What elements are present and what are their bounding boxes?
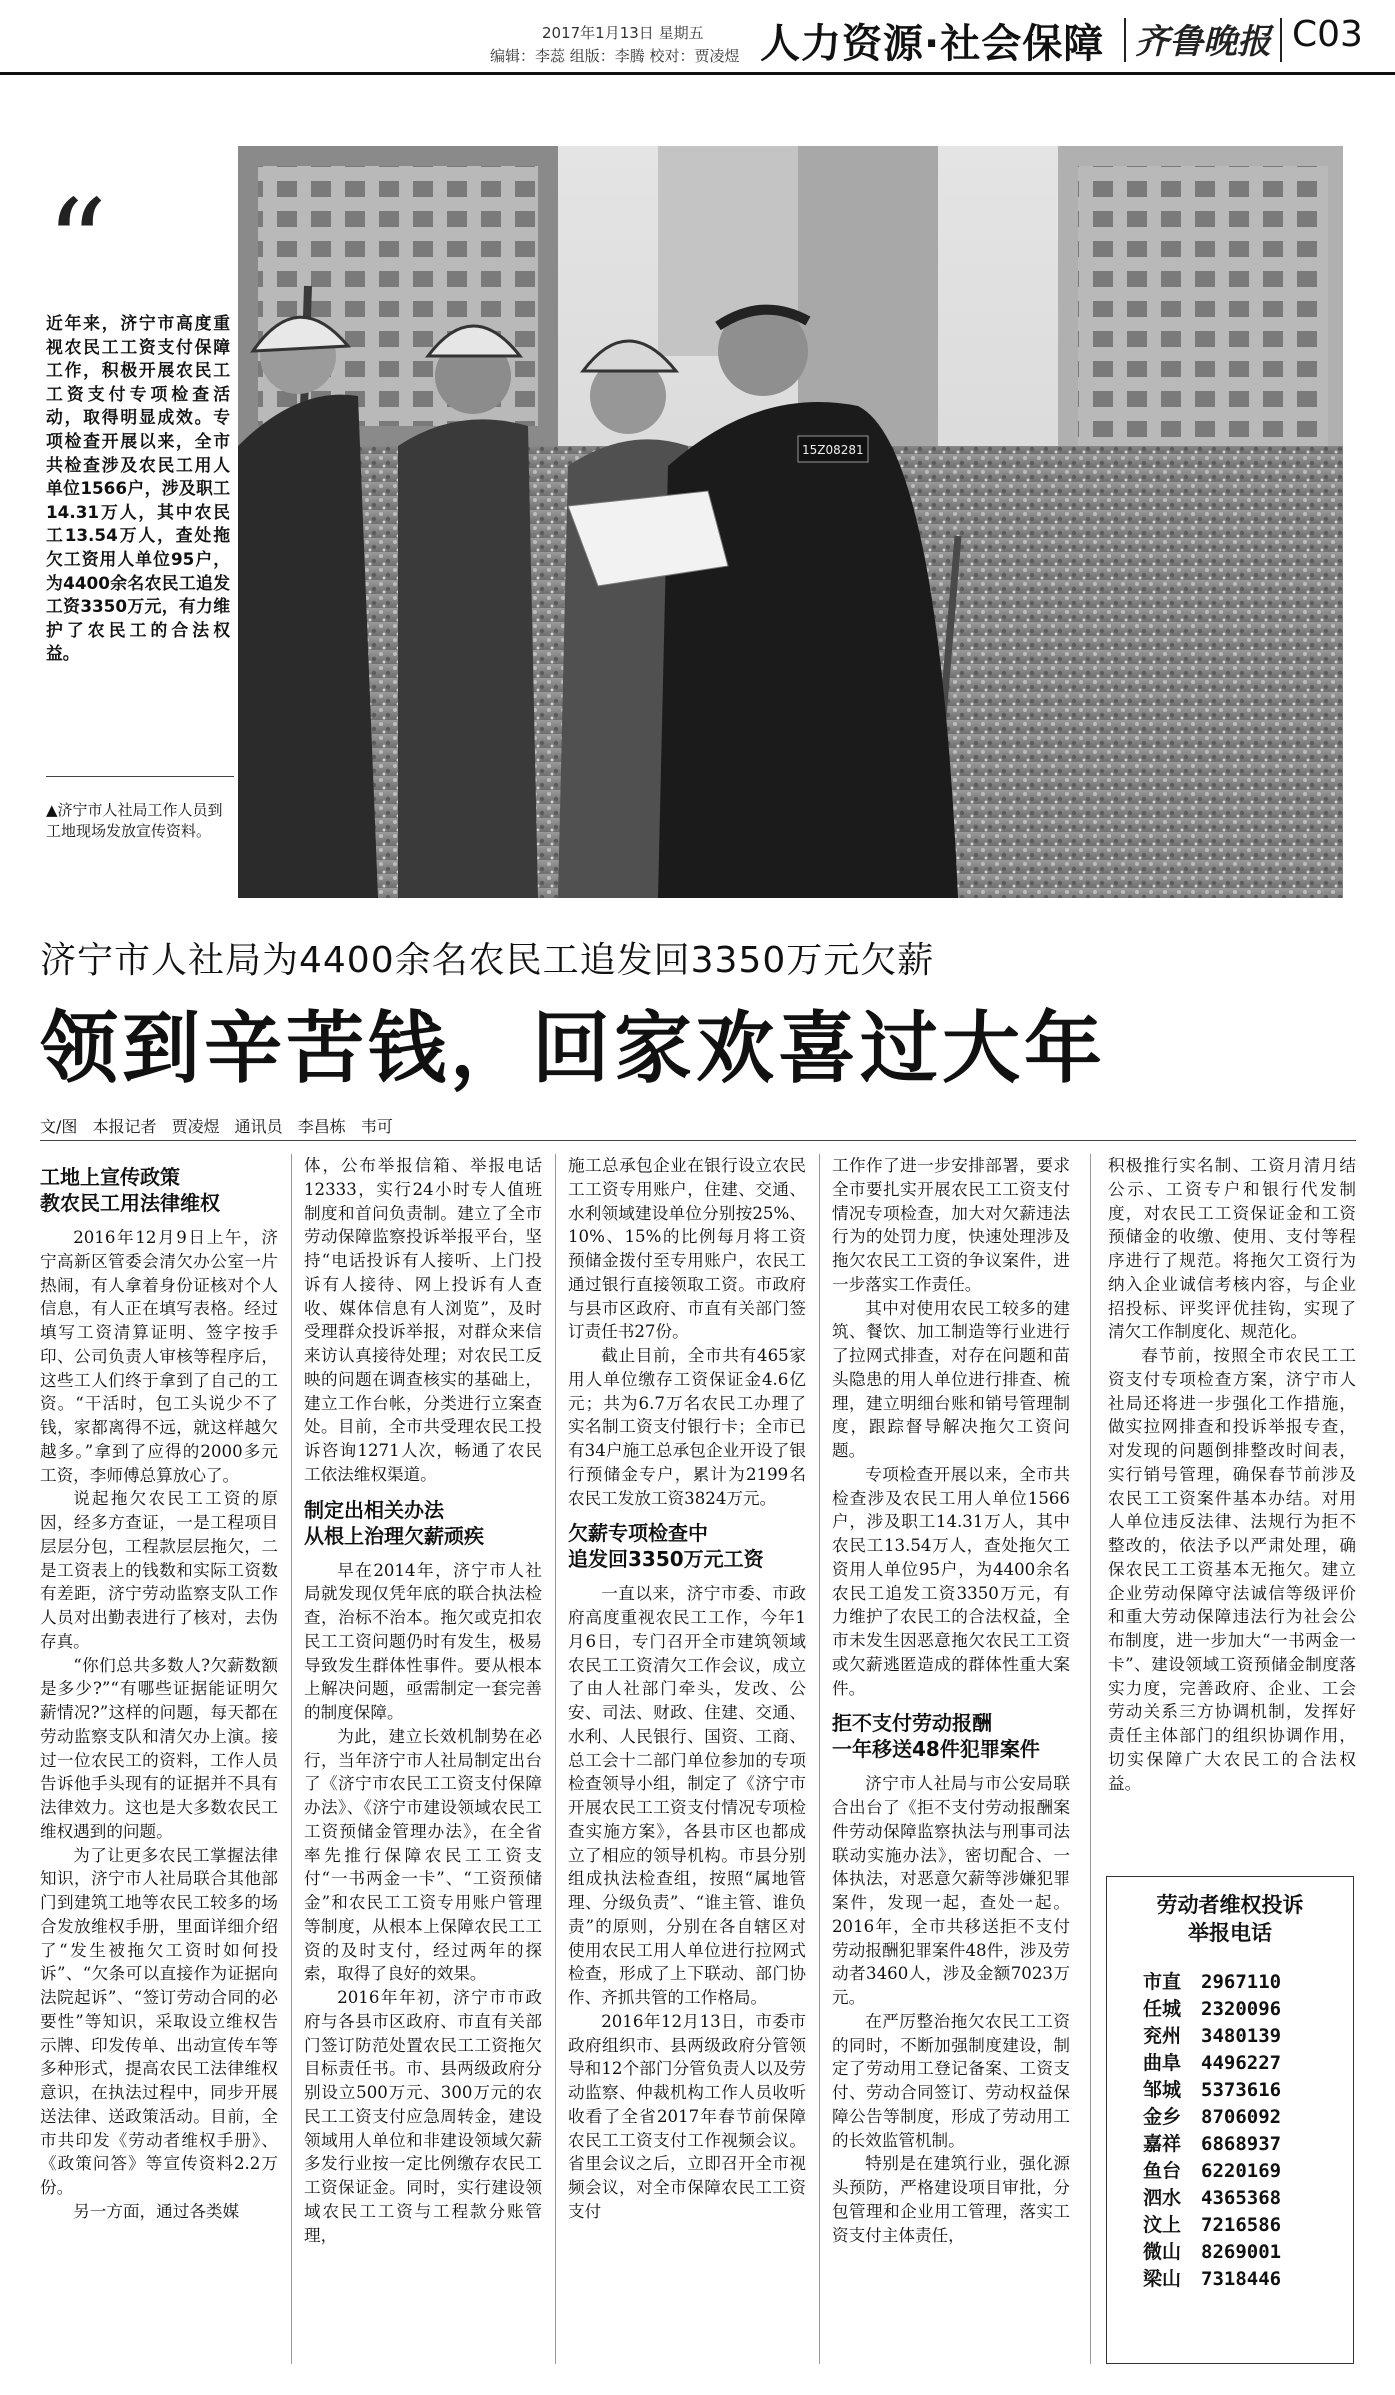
hotline-number: 8269001 (1201, 2241, 1282, 2263)
hotline-row (1121, 2239, 1339, 2266)
paragraph: 2016年12月13日，市委市政府组织市、县两级政府分管领导和12个部门分管负责人以及劳动监察、仲裁机构工作人员收听收看了全省2017年春节前保障农民工工资支付工作视频会议。省里会议之后，立即召开全市视频会议，对全市保障农民工工资支付 (568, 2011, 806, 2221)
pull-quote: 近年来，济宁市高度重视农民工工资支付保障工作，积极开展农民工工资支付专项检查活动，取得明显成效。专项检查开展以来，全市共检查涉及农民工用人单位1566户，涉及职工14.31万人，其中农民工13.54万人，查处拖欠工资用人单位95户，为4400余名农民工追发工资3350万元，有力维护了农民工的合法权益。 (46, 313, 230, 664)
column-rule (819, 1154, 820, 2364)
section-heading: 制定出相关办法 从根上治理欠薪顽疾 (304, 1497, 484, 1548)
hotline-city: 曲阜 (1143, 2052, 1182, 2074)
paragraph: 说起拖欠农民工工资的原因，经多方查证，一是工程项目层层分包，工程款层层拖欠，二是工资表上的钱数和实际工资数有差距，济宁劳动监察支队工作人员对出勤表进行了核对，去伪存真。 (40, 1489, 278, 1651)
hotline-number: 8706092 (1201, 2106, 1282, 2128)
column-rule (1090, 1154, 1091, 2364)
page-number: C03 (1292, 14, 1363, 55)
hotline-number: 4365368 (1201, 2187, 1282, 2209)
hotline-number: 3480139 (1201, 2025, 1282, 2047)
hotline-number: 2320096 (1201, 1998, 1282, 2020)
paragraph: 体，公布举报信箱、举报电话12333，实行24小时专人值班制度和首问负责制。建立了全市劳动保障监察投诉举报平台，坚持“电话投诉有人接听、上门投诉有人接待、网上投诉有人查收、媒体信息有人浏览”，及时受理群众投诉举报，对群众来信来访认真接待处理；对农民工反映的问题在调查核实的基础上，建立工作台帐，分类进行立案查处。目前，全市共受理农民工投诉咨询1271人次，畅通了农民工依法维权渠道。 (304, 1156, 542, 1484)
hotline-city: 市直 (1143, 1971, 1182, 1993)
hotline-city: 汶上 (1143, 2214, 1182, 2236)
hotline-row (1121, 2077, 1339, 2104)
hotline-row (1121, 2266, 1339, 2293)
hotline-list (1121, 1969, 1339, 2293)
hotline-number: 6220169 (1201, 2160, 1282, 2182)
photo-caption: ▲济宁市人社局工作人员到工地现场发放宣传资料。 (46, 801, 223, 840)
article-column-1 (40, 1154, 278, 2224)
byline: 文/图 本报记者 贾凌煜 通讯员 李昌栋 韦可 (40, 1117, 393, 1136)
staff-line: 编辑：李蕊 组版：李腾 校对：贾凌煜 (490, 47, 740, 65)
hotline-city: 梁山 (1143, 2268, 1182, 2290)
paragraph: 为此，建立长效机制势在必行，当年济宁市人社局制定出台了《济宁市农民工工资支付保障办法》、《济宁市建设领域农民工工资预储金管理办法》，在全省率先推行保障农民工工资支付“一书两金一卡”、“工资预储金”和农民工工资专用账户管理等制度，从根本上保障农民工工资的及时支付，经过两年的探索，取得了良好的效果。 (304, 1726, 542, 1984)
paragraph: 2016年年初，济宁市市政府与各县市区政府、市直有关部门签订防范处置农民工工资拖欠目标责任书。市、县两级政府分别设立500万元、300万元的农民工工资支付应急周转金，建设领域用人单位和非建设领域欠薪多发行业按一定比例缴存农民工工资保证金。同时，实行建设领域农民工工资与工程款分账管理， (304, 1988, 542, 2245)
article-column-2 (304, 1154, 542, 2247)
column-rule (291, 1154, 292, 2364)
hotline-city: 鱼台 (1143, 2160, 1182, 2182)
hotline-subtitle: 举报电话 (1188, 1921, 1272, 1945)
hotline-row (1121, 2104, 1339, 2131)
paragraph: 在严厉整治拖欠农民工工资的同时，不断加强制度建设，制定了劳动用工登记备案、工资支付、劳动合同签订、劳动权益保障公告等制度，形成了劳动用工的长效监管机制。 (832, 2011, 1070, 2150)
article-column-5 (1108, 1154, 1356, 1795)
paragraph: “你们总共多数人?欠薪数额是多少?”“有哪些证据能证明欠薪情况?”这样的问题，每天都在劳动监察支队和清欠办上演。接过一位农民工的资料，工作人员告诉他手头现有的证据并不具有法律效力。这也是大多数农民工维权遇到的问题。 (40, 1655, 278, 1841)
date-line: 2017年1月13日 星期五 (542, 24, 704, 42)
paragraph: 特别是在建筑行业，强化源头预防，严格建设项目审批，分包管理和企业用工管理，落实工资支付主体责任， (832, 2154, 1070, 2245)
paragraph: 2016年12月9日上午，济宁高新区管委会清欠办公室一片热闹，有人拿着身份证核对个人信息，有人正在填写表格。经过填写工资清算证明、签字按手印、公司负责人审核等程序后，这些工人们终于拿到了自己的工资。“干活时，包工头说少不了钱，家都离得不远，就这样越欠越多。”拿到了应得的2000多元工资，李师傅总算放心了。 (40, 1228, 278, 1485)
hotline-row (1121, 1996, 1339, 2023)
subheadline: 济宁市人社局为4400余名农民工追发回3350万元欠薪 (40, 940, 935, 981)
header-divider (1280, 18, 1282, 62)
section-title: 人力资源·社会保障 (760, 21, 1105, 67)
paragraph: 专项检查开展以来，全市共检查涉及农民工用人单位1566户，涉及职工14.31万人，其中农民工13.54万人，查处拖欠工资用人单位95户，为4400余名农民工追发工资3350万元，有力维护了农民工的合法权益，全市未发生因恶意拖欠农民工工资或欠薪逃匿造成的群体性重大案件。 (832, 1464, 1070, 1698)
hotline-city: 邹城 (1143, 2079, 1182, 2101)
officer-badge: 15Z08281 (802, 443, 864, 457)
byline-rule (40, 1140, 1356, 1141)
paragraph: 工作作了进一步安排部署，要求全市要扎实开展农民工工资支付情况专项检查，加大对欠薪违法行为的处罚力度，快速处理涉及拖欠农民工工资的争议案件，进一步落实工作责任。 (832, 1156, 1070, 1294)
article-column-3 (568, 1154, 806, 2224)
hotline-row (1121, 2212, 1339, 2239)
article-column-4 (832, 1154, 1070, 2247)
paragraph: 施工总承包企业在银行设立农民工工资专用账户，住建、交通、水利领域建设单位分别按25%、10%、15%的比例每月将工资预储金拨付至专用账户，农民工通过银行直接领取工资。市政府与县市区政府、市直有关部门签订责任书27份。 (568, 1156, 806, 1342)
hotline-city: 泗水 (1143, 2187, 1182, 2209)
hotline-number: 6868937 (1201, 2133, 1282, 2155)
column-rule (555, 1154, 556, 2364)
hotline-city: 嘉祥 (1143, 2133, 1182, 2155)
section-heading: 欠薪专项检查中 追发回3350万元工资 (568, 1521, 764, 1572)
hotline-row (1121, 2050, 1339, 2077)
paragraph: 另一方面，通过各类媒 (73, 2201, 240, 2221)
hotline-city: 任城 (1143, 1998, 1182, 2020)
paragraph: 截止目前，全市共有465家用人单位缴存工资保证金4.6亿元；共为6.7万名农民工办理了实名制工资支付银行卡；全市已有34户施工总承包企业开设了银行预储金专户，累计为2199名农民工发放工资3824万元。 (568, 1346, 806, 1508)
hotline-number: 7318446 (1201, 2268, 1282, 2290)
paragraph: 积极推行实名制、工资月清月结公示、工资专户和银行代发制度，对农民工工资保证金和工资预储金的收缴、使用、支付等程序进行了规范。将拖欠工资行为纳入企业诚信考核内容，与企业招投标、评奖评优挂钩，实现了清欠工作制度化、规范化。 (1108, 1156, 1356, 1342)
newspaper-logo: 齐鲁晚报 (1135, 22, 1271, 62)
hotline-row (1121, 2158, 1339, 2185)
header-meta (490, 22, 760, 68)
headline: 领到辛苦钱，回家欢喜过大年 (40, 1004, 1107, 1094)
quote-mark: “ (46, 175, 108, 314)
paragraph: 济宁市人社局与市公安局联合出台了《拒不支付劳动报酬案件劳动保障监察执法与刑事司法联动实施办法》，密切配合、一体执法，对恶意欠薪等涉嫌犯罪案件，发现一起，查处一起。2016年，全市共移送拒不支付劳动报酬犯罪案件48件，涉及劳动者3460人，涉及金额7023万元。 (832, 1774, 1070, 2007)
header-divider (1124, 18, 1126, 62)
paragraph: 其中对使用农民工较多的建筑、餐饮、加工制造等行业进行了拉网式排查，对存在问题和苗头隐患的用人单位进行排查、梳理，建立明细台账和销号管理制度，跟踪督导解决拖欠工资问题。 (832, 1298, 1070, 1460)
hotline-city: 金乡 (1143, 2106, 1182, 2128)
hotline-row (1121, 1969, 1339, 1996)
section-heading: 工地上宣传政策 教农民工用法律维权 (40, 1165, 220, 1215)
hotline-number: 7216586 (1201, 2214, 1282, 2236)
hotline-row (1121, 2131, 1339, 2158)
hotline-number: 2967110 (1201, 1971, 1282, 1993)
hotline-number: 4496227 (1201, 2052, 1282, 2074)
paragraph: 一直以来，济宁市委、市政府高度重视农民工工作，今年1月6日，专门召开全市建筑领域农民工工资清欠工作会议，成立了由人社部门牵头，发改、公安、司法、财政、住建、交通、水利、人民银行、国资、工商、总工会十二部门单位参加的专项检查领导小组，制定了《济宁市开展农民工工资支付情况专项检查实施方案》，各县市区也都成立了相应的领导机构。市县分别组成执法检查组，按照“属地管理、分级负责”、“谁主管、谁负责”的原则，分别在各自辖区对使用农民工用人单位进行拉网式检查，形成了上下联动、部门协作、齐抓共管的工作格局。 (568, 1584, 806, 2007)
hotline-city: 兖州 (1143, 2025, 1182, 2047)
hotline-row (1121, 2185, 1339, 2212)
section-heading: 拒不支付劳动报酬 一年移送48件犯罪案件 (832, 1711, 1040, 1762)
hotline-city: 微山 (1143, 2241, 1182, 2263)
hotline-box (1106, 1876, 1354, 2364)
hotline-number: 5373616 (1201, 2079, 1282, 2101)
paragraph: 为了让更多农民工掌握法律知识，济宁市人社局联合其他部门到建筑工地等农民工较多的场合发放维权手册，里面详细介绍了“发生被拖欠工资时如何投诉”、“欠条可以直接作为证据向法院起诉”、“签订劳动合同的必要性”等知识，采取设立维权告示牌、印发传单、出动宣传车等多种形式，提高农民工法律维权意识，在执法过程中，同步开展送法律、送政策活动。目前，全市共印发《劳动者维权手册》、《政策问答》等宣传资料2.2万份。 (40, 1845, 278, 2197)
hotline-row (1121, 2023, 1339, 2050)
paragraph: 春节前，按照全市农民工工资支付专项检查方案，济宁市人社局还将进一步强化工作措施，做实拉网排查和投诉举报专查，对发现的问题倒排整改时间表，实行销号管理，确保春节前涉及农民工工资案件基本办结。对用人单位违反法律、法规行为拒不整改的，依法予以严肃处理，确保农民工工资基本无拖欠。建立企业劳动保障守法诚信等级评价和重大劳动保障违法行为社会公布制度，进一步加大“一书两金一卡”、建设领域工资预储金制度落实力度，完善政府、企业、工会劳动关系三方协调机制，发挥好责任主体部门的组织协调作用，切实保障广大农民工的合法权益。 (1108, 1346, 1356, 1793)
paragraph: 早在2014年，济宁市人社局就发现仅凭年底的联合执法检查，治标不治本。拖欠或克扣农民工工资问题仍时有发生，极易导致发生群体性事件。要从根本上解决问题，亟需制定一套完善的制度保障。 (304, 1560, 542, 1722)
hotline-title: 劳动者维权投诉 (1156, 1893, 1304, 1917)
caption-rule (46, 776, 234, 777)
header-rule (0, 72, 1395, 75)
news-photo (238, 146, 1343, 898)
